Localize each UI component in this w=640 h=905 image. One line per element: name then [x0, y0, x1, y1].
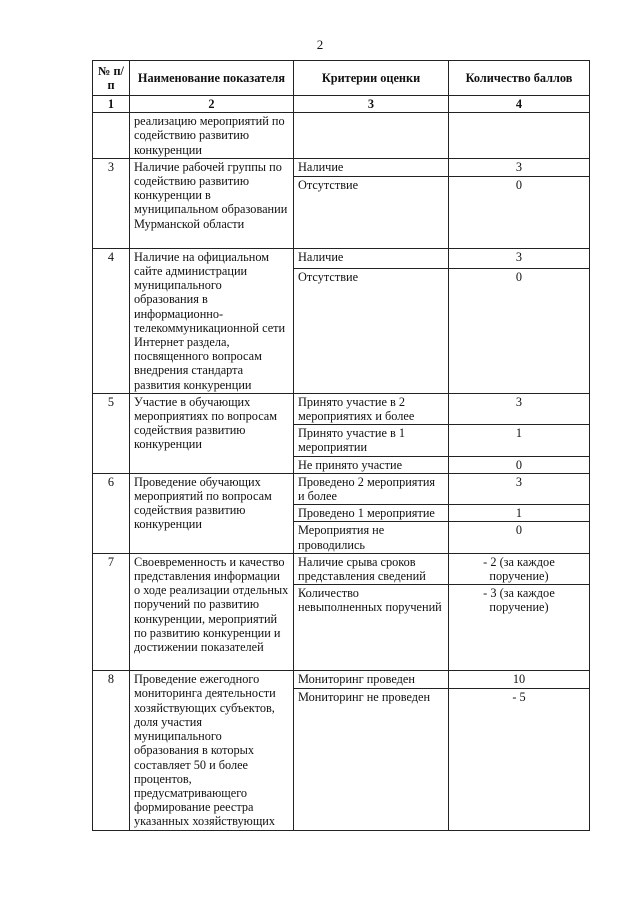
table-header-row: [93, 61, 590, 96]
row-indicator: Проведение обучающих мероприятий по вопросам содействия развитию конкуренции: [130, 473, 294, 553]
row-score: 3: [449, 248, 590, 268]
header-score: Количество баллов: [449, 61, 590, 96]
table-row: [93, 158, 590, 176]
table-row: [93, 671, 590, 689]
row-score: 10: [449, 671, 590, 689]
criteria-table: [92, 60, 590, 831]
row-criterion: [294, 113, 449, 159]
row-indicator: Своевременность и качество представления информации о ходе реализации отдельных поручений по развитию конкуренции, мероприятий по развитию конкуренции и достижении показателей: [130, 553, 294, 670]
row-number: 6: [93, 473, 130, 553]
row-criterion: Мероприятия не проводились: [294, 522, 449, 553]
column-number: 2: [130, 96, 294, 113]
row-score: 0: [449, 456, 590, 473]
row-criterion: Наличие срыва сроков представления сведений: [294, 553, 449, 584]
row-score: 3: [449, 473, 590, 504]
row-indicator: Наличие рабочей группы по содействию развитию конкуренции в муниципальном образовании Мурманской области: [130, 158, 294, 248]
row-number: 7: [93, 553, 130, 670]
row-number: 4: [93, 248, 130, 393]
row-score: - 3 (за каждое поручение): [449, 585, 590, 671]
row-number: 8: [93, 671, 130, 830]
table-row: [93, 248, 590, 268]
row-number: [93, 113, 130, 159]
row-criterion: Количество невыполненных поручений: [294, 585, 449, 671]
column-number: 3: [294, 96, 449, 113]
header-indicator: Наименование показателя: [130, 61, 294, 96]
row-score: 0: [449, 268, 590, 393]
row-number: 3: [93, 158, 130, 248]
row-criterion: Проведено 1 мероприятие: [294, 505, 449, 522]
row-criterion: Мониторинг проведен: [294, 671, 449, 689]
row-score: 0: [449, 522, 590, 553]
row-score: 1: [449, 505, 590, 522]
row-score: [449, 113, 590, 159]
row-number: 5: [93, 393, 130, 473]
header-criteria: Критерии оценки: [294, 61, 449, 96]
row-criterion: Отсутствие: [294, 268, 449, 393]
table-row: [93, 393, 590, 424]
row-score: - 5: [449, 689, 590, 830]
row-criterion: Проведено 2 мероприятия и более: [294, 473, 449, 504]
column-number: 1: [93, 96, 130, 113]
header-number: № п/п: [93, 61, 130, 96]
row-criterion: Наличие: [294, 248, 449, 268]
column-number-row: [93, 96, 590, 113]
row-score: 0: [449, 176, 590, 248]
table-row: [93, 113, 590, 159]
row-criterion: Мониторинг не проведен: [294, 689, 449, 830]
row-score: - 2 (за каждое поручение): [449, 553, 590, 584]
row-indicator: Наличие на официальном сайте администрации муниципального образования в информационно-телекоммуникационной сети Интернет раздела, посвященного вопросам внедрения стандарта развития конкуренции: [130, 248, 294, 393]
row-indicator: Участие в обучающих мероприятиях по вопросам содействия развитию конкуренции: [130, 393, 294, 473]
row-criterion: Наличие: [294, 158, 449, 176]
row-criterion: Не принято участие: [294, 456, 449, 473]
row-score: 3: [449, 158, 590, 176]
row-criterion: Отсутствие: [294, 176, 449, 248]
row-criterion: Принято участие в 2 мероприятиях и более: [294, 393, 449, 424]
row-score: 1: [449, 425, 590, 456]
table-row: [93, 473, 590, 504]
row-criterion: Принято участие в 1 мероприятии: [294, 425, 449, 456]
row-indicator: Проведение ежегодного мониторинга деятельности хозяйствующих субъектов, доля участия муниципального образования в которых составляет 50 и более процентов, предусматривающего формирование реестра указанных хозяйствующих: [130, 671, 294, 830]
table-row: [93, 553, 590, 584]
column-number: 4: [449, 96, 590, 113]
row-score: 3: [449, 393, 590, 424]
row-indicator: реализацию мероприятий по содействию развитию конкуренции: [130, 113, 294, 159]
page-number: 2: [316, 37, 324, 52]
